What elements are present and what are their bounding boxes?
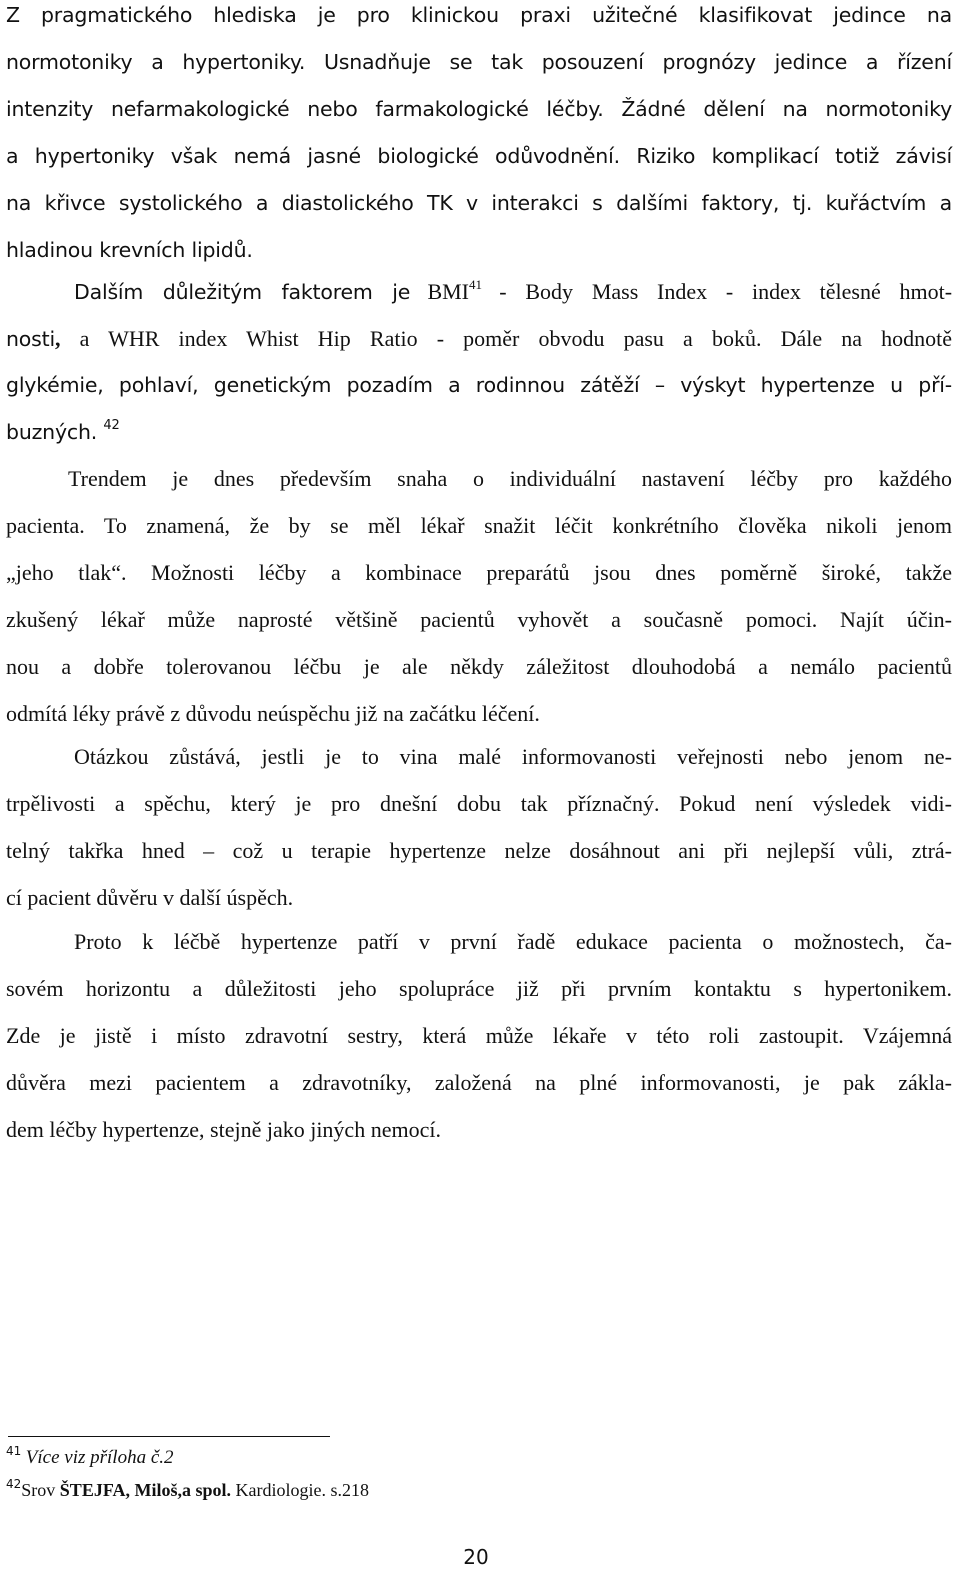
text-line: Proto k léčbě hypertenze patří v první řadě edukace pacienta o možnostech, ča- (74, 929, 952, 954)
text-line: glykémie, pohlaví, genetickým pozadím a rodinnou zátěží – výskyt hypertenze u pří- (6, 373, 952, 397)
text-line: nosti, a WHR index Whist Hip Ratio - poměr obvodu pasu a boků. Dále na hodnotě (6, 326, 952, 351)
text-line: dem léčby hypertenze, stejně jako jiných nemocí. (6, 1117, 441, 1142)
text-line: cí pacient důvěru v další úspěch. (6, 885, 294, 910)
text-line: Otázkou zůstává, jestli je to vina malé informovanosti veřejnosti nebo jenom ne- (74, 744, 952, 769)
text-line: důvěra mezi pacientem a zdravotníky, založená na plné informovanosti, je pak zákla- (6, 1070, 952, 1095)
text-line: Trendem je dnes především snaha o individuální nastavení léčby pro každého (68, 466, 952, 491)
footnote-ref-41: 41 (469, 277, 482, 292)
text-line: normotoniky a hypertoniky. Usnadňuje se tak posouzení prognózy jedince a řízení (6, 50, 952, 74)
text-line: Dalším důležitým faktorem je BMI$^{41}$ - Body Mass Index - index tělesné hmot- (74, 277, 953, 304)
footnote-ref-42: 42 (103, 418, 120, 433)
paragraph-4 (6, 733, 952, 921)
footnote-separator (8, 1436, 330, 1437)
footnote-42: $^{42}$Srov ŠTEJFA, Miloš,a spol. Kardiologie. s.218 (6, 1477, 369, 1500)
text-line: intenzity nefarmakologické nebo farmakologické léčby. Žádné dělení na normotoniky (6, 97, 952, 121)
paragraph-5 (6, 918, 952, 1153)
text-line: buzných. $^{42}$ (6, 418, 120, 444)
paragraph-3 (6, 455, 952, 737)
paragraph-2 (6, 268, 952, 456)
text-line: pacienta. To znamená, že by se měl lékař snažit léčit konkrétního člověka nikoli jenom (6, 513, 952, 538)
text-line: „jeho tlak“. Možnosti léčby a kombinace preparátů jsou dnes poměrně široké, takže (6, 560, 952, 585)
paragraph-1 (6, 0, 952, 274)
text-line: sovém horizontu a důležitosti jeho spolupráce již při prvním kontaktu s hypertonikem. (6, 976, 952, 1001)
text-line: nou a dobře tolerovanou léčbu je ale někdy záležitost dlouhodobá a nemálo pacientů (6, 654, 952, 679)
text-line: telný takřka hned – což u terapie hypertenze nelze dosáhnout ani při nejlepší vůli, ztrá- (6, 838, 952, 863)
text-line: na křivce systolického a diastolického TK v interakci s dalšími faktory, tj. kuřáctvím a (6, 191, 952, 215)
text-line: trpělivosti a spěchu, který je pro dnešní dobu tak příznačný. Pokud není výsledek vidi- (6, 791, 952, 816)
text-line: Z pragmatického hlediska je pro klinickou praxi užitečné klasifikovat jedince na (6, 3, 952, 27)
text-line: a hypertoniky však nemá jasné biologické odůvodnění. Riziko komplikací totiž závisí (6, 144, 952, 168)
text-line: hladinou krevních lipidů. (6, 238, 253, 262)
text-line: odmítá léky právě z důvodu neúspěchu již na začátku léčení. (6, 701, 540, 726)
footnote-41: $^{41}$ Více viz příloha č.2 (6, 1444, 174, 1468)
text-line: Zde je jistě i místo zdravotní sestry, která může lékaře v této roli zastoupit. Vzájemná (6, 1023, 952, 1048)
page-number: 20 (463, 1545, 489, 1569)
text-line: zkušený lékař může naprosté většině pacientů vyhovět a současně pomoci. Najít účin- (6, 607, 952, 632)
